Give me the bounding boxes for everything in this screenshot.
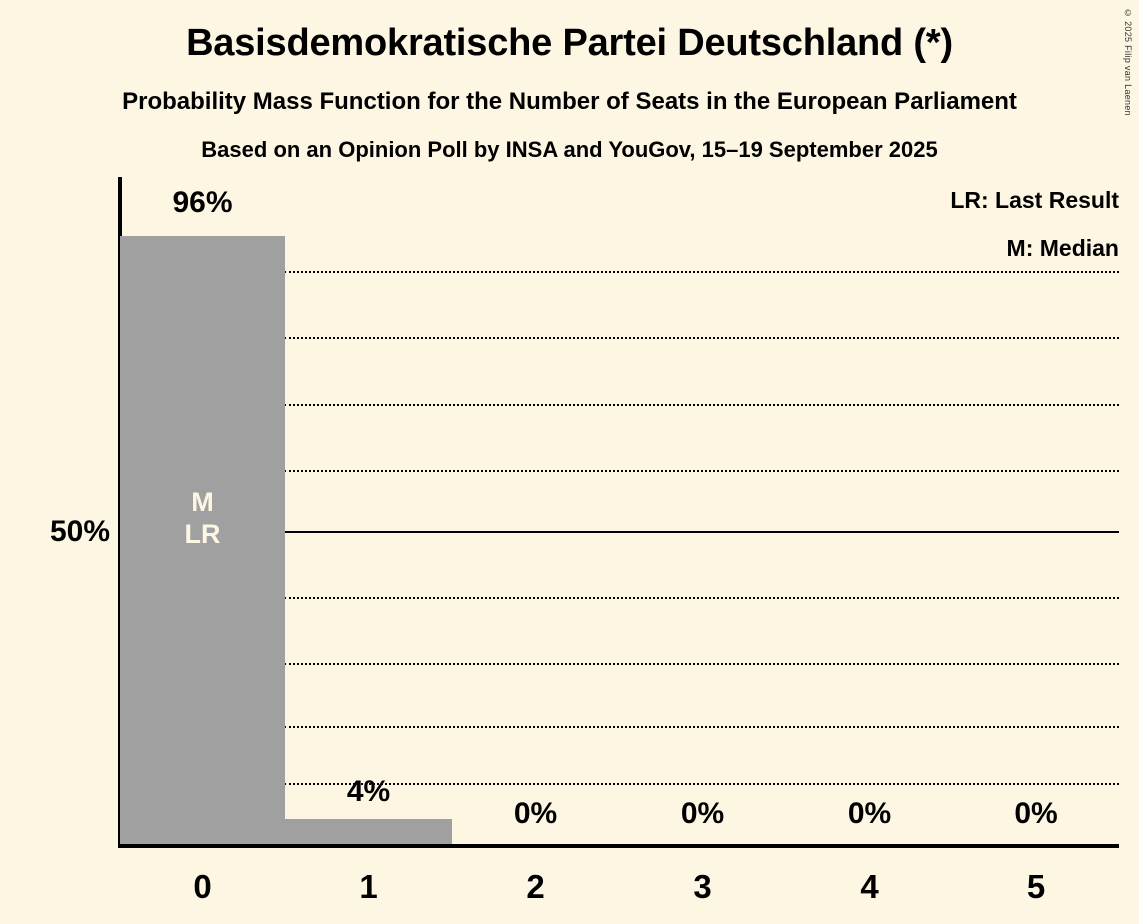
bar-label-2: 0% — [513, 797, 558, 830]
bar-label-4: 0% — [847, 797, 892, 830]
x-axis-line — [118, 844, 1119, 848]
gridline-90 — [284, 271, 1119, 273]
bar-label-5: 0% — [1014, 797, 1058, 830]
gridline-30 — [284, 663, 1119, 665]
gridline-20 — [284, 726, 1119, 728]
last-result-marker: LR — [184, 518, 221, 549]
x-tick-2: 2 — [526, 868, 545, 905]
page-title: Basisdemokratische Partei Deutschland (*) — [186, 22, 953, 64]
legend-median: M: Median — [1006, 235, 1119, 261]
bar-seat-1[interactable] — [285, 819, 452, 844]
copyright-notice: © 2025 Filip van Laenen — [1123, 8, 1133, 116]
median-marker: M — [191, 487, 214, 517]
y-axis-label-50: 50% — [49, 515, 110, 548]
chart-subtitle: Probability Mass Function for the Number of Seats in the European Parliament — [122, 88, 1017, 115]
bar-label-3: 0% — [680, 797, 725, 830]
x-tick-1: 1 — [359, 868, 378, 905]
chart-source-note: Based on an Opinion Poll by INSA and YouGov, 15–19 September 2025 — [201, 137, 938, 162]
x-tick-0: 0 — [193, 868, 212, 905]
x-tick-5: 5 — [1026, 868, 1046, 905]
bar-label-1: 4% — [346, 775, 391, 808]
plot-area — [118, 177, 1119, 848]
x-tick-3: 3 — [693, 868, 712, 905]
gridline-40 — [284, 597, 1119, 599]
legend-last-result: LR: Last Result — [950, 187, 1119, 213]
gridline-60 — [284, 470, 1119, 472]
gridline-80 — [284, 337, 1119, 339]
bar-label-0: 96% — [172, 186, 233, 219]
bar-0-markers — [120, 487, 285, 551]
gridline-70 — [284, 404, 1119, 406]
x-tick-4: 4 — [860, 868, 879, 905]
gridline-50 — [284, 531, 1119, 533]
